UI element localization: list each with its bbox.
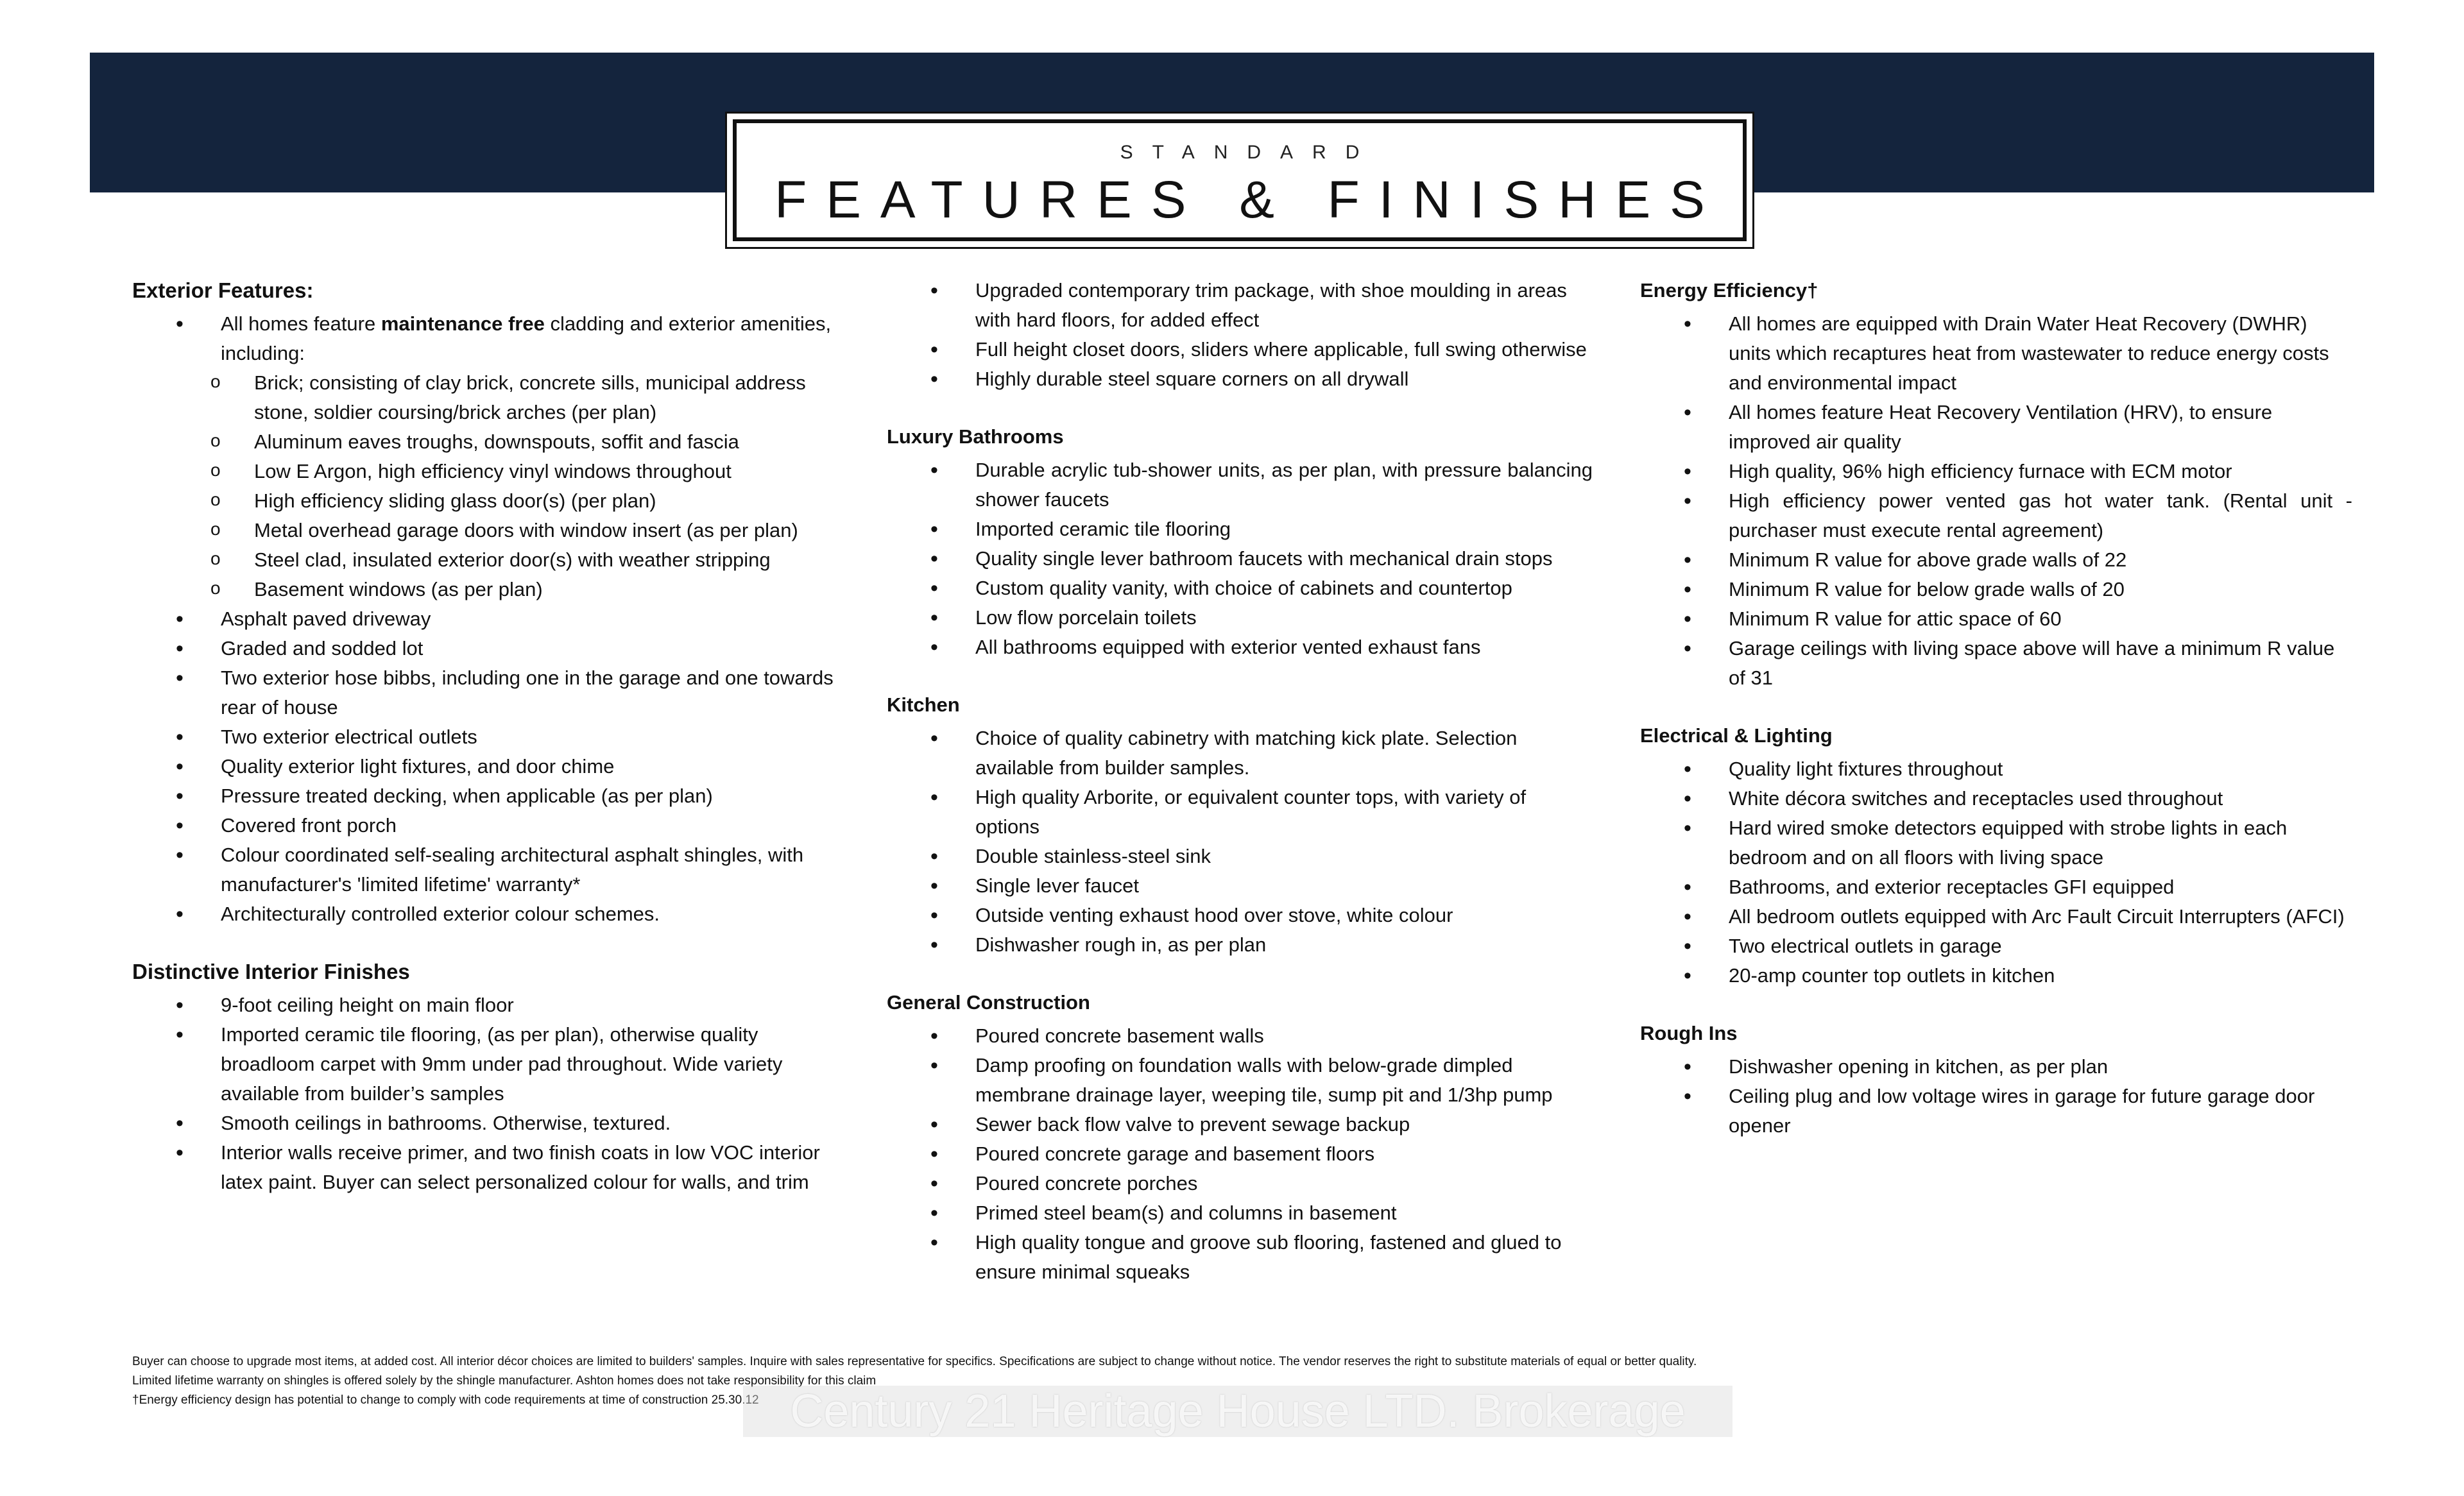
list-item: • Upgraded contemporary trim package, with shoe moulding in areas with hard floors, for added effect bbox=[887, 276, 1593, 335]
sub-list-item: o High efficiency sliding glass door(s) (per plan) bbox=[132, 486, 838, 516]
column-right bbox=[1640, 276, 2352, 1169]
list-item: • Damp proofing on foundation walls with below-grade dimpled membrane drainage layer, weeping tile, sump pit and 1/3hp pump bbox=[887, 1051, 1593, 1110]
list-item: • White décora switches and receptacles used throughout bbox=[1640, 784, 2352, 813]
sub-list-item: o Basement windows (as per plan) bbox=[132, 575, 838, 604]
list-item: • Pressure treated decking, when applicable (as per plan) bbox=[132, 781, 838, 811]
list-item: • High quality, 96% high efficiency furnace with ECM motor bbox=[1640, 457, 2352, 486]
intro-text-end: cladding and exterior amenities, including: bbox=[221, 312, 832, 364]
list-item: • Quality light fixtures throughout bbox=[1640, 754, 2352, 784]
column-middle bbox=[887, 276, 1593, 1315]
list-item: • Durable acrylic tub-shower units, as per plan, with pressure balancing shower faucets bbox=[887, 455, 1593, 514]
interior-continued-list bbox=[887, 276, 1593, 394]
kitchen-list bbox=[887, 724, 1593, 960]
section-rough-ins bbox=[1640, 1019, 2352, 1141]
list-item: • All homes feature Heat Recovery Ventilation (HRV), to ensure improved air quality bbox=[1640, 398, 2352, 457]
list-item: • Poured concrete porches bbox=[887, 1169, 1593, 1198]
list-item: • Ceiling plug and low voltage wires in garage for future garage door opener bbox=[1640, 1082, 2352, 1141]
footer-line: †Energy efficiency design has potential to change to comply with code requirements at time of construction 25.30.12 bbox=[132, 1393, 759, 1407]
list-item: • Poured concrete basement walls bbox=[887, 1021, 1593, 1051]
list-item: • 20-amp counter top outlets in kitchen bbox=[1640, 961, 2352, 990]
list-item: • Quality exterior light fixtures, and door chime bbox=[132, 752, 838, 781]
list-item: • Single lever faucet bbox=[887, 871, 1593, 901]
list-item: • Imported ceramic tile flooring bbox=[887, 514, 1593, 544]
page-title: FEATURES & FINISHES bbox=[774, 171, 1724, 229]
list-item: • Full height closet doors, sliders where applicable, full swing otherwise bbox=[887, 335, 1593, 364]
list-item: • Dishwasher rough in, as per plan bbox=[887, 930, 1593, 960]
list-item: • Garage ceilings with living space above will have a minimum R value of 31 bbox=[1640, 634, 2352, 693]
section-heading-interior: Distinctive Interior Finishes bbox=[132, 960, 410, 983]
section-heading-electrical: Electrical & Lighting bbox=[1640, 724, 1833, 747]
list-item: • Bathrooms, and exterior receptacles GFI equipped bbox=[1640, 872, 2352, 902]
list-item: • Choice of quality cabinetry with matching kick plate. Selection available from builder samples. bbox=[887, 724, 1593, 783]
list-item: • Double stainless-steel sink bbox=[887, 842, 1593, 871]
list-item: • All bathrooms equipped with exterior vented exhaust fans bbox=[887, 633, 1593, 662]
list-item: • Dishwasher opening in kitchen, as per plan bbox=[1640, 1052, 2352, 1082]
section-exterior bbox=[132, 276, 838, 929]
list-item: • Graded and sodded lot bbox=[132, 634, 838, 663]
footer-line: Buyer can choose to upgrade most items, at added cost. All interior décor choices are limited to builders' samples. Inquire with sales representative for specifics. Specifications are subject to change without notice. The vendor reserves the right to substitute materials of equal or better quality. bbox=[132, 1355, 1697, 1368]
list-item: • Primed steel beam(s) and columns in basement bbox=[887, 1198, 1593, 1228]
sub-list-item: o Metal overhead garage doors with window insert (as per plan) bbox=[132, 516, 838, 545]
list-item: • Smooth ceilings in bathrooms. Otherwise, textured. bbox=[132, 1109, 838, 1138]
brokerage-watermark: Century 21 Heritage House LTD. Brokerage bbox=[743, 1386, 1733, 1437]
rough-ins-list bbox=[1640, 1052, 2352, 1141]
list-item: • Highly durable steel square corners on all drywall bbox=[887, 364, 1593, 394]
sub-list-item: o Aluminum eaves troughs, downspouts, soffit and fascia bbox=[132, 427, 838, 457]
page-subtitle: STANDARD bbox=[1120, 142, 1379, 163]
intro-text: All homes feature bbox=[221, 312, 381, 335]
section-kitchen bbox=[887, 690, 1593, 960]
list-item: • High quality tongue and groove sub flooring, fastened and glued to ensure minimal squeaks bbox=[887, 1228, 1593, 1287]
section-construction bbox=[887, 988, 1593, 1287]
section-heading-bathrooms: Luxury Bathrooms bbox=[887, 425, 1064, 448]
list-item: • Interior walls receive primer, and two finish coats in low VOC interior latex paint. Buyer can select personalized colour for walls, and trim bbox=[132, 1138, 838, 1197]
list-item: • Poured concrete garage and basement floors bbox=[887, 1139, 1593, 1169]
section-interior bbox=[132, 957, 838, 1197]
list-item: • Hard wired smoke detectors equipped with strobe lights in each bedroom and on all floors with living space bbox=[1640, 813, 2352, 872]
list-item bbox=[132, 309, 838, 368]
interior-list bbox=[132, 990, 838, 1197]
list-item: • High efficiency power vented gas hot water tank. (Rental unit - purchaser must execute rental agreement) bbox=[1640, 486, 2352, 545]
list-item: • Two electrical outlets in garage bbox=[1640, 931, 2352, 961]
list-item: • Asphalt paved driveway bbox=[132, 604, 838, 634]
sub-list-item: o Brick; consisting of clay brick, concrete sills, municipal address stone, soldier coursing/brick arches (per plan) bbox=[132, 368, 838, 427]
section-heading-energy: Energy Efficiency† bbox=[1640, 279, 1818, 302]
list-item: • Outside venting exhaust hood over stove, white colour bbox=[887, 901, 1593, 930]
title-box bbox=[725, 112, 1754, 249]
column-left bbox=[132, 276, 838, 1225]
list-item: • Minimum R value for above grade walls of 22 bbox=[1640, 545, 2352, 575]
list-item: • Two exterior hose bibbs, including one in the garage and one towards rear of house bbox=[132, 663, 838, 722]
exterior-list bbox=[132, 309, 838, 929]
sub-list-item: o Steel clad, insulated exterior door(s) with weather stripping bbox=[132, 545, 838, 575]
energy-list bbox=[1640, 309, 2352, 693]
list-item: • Minimum R value for attic space of 60 bbox=[1640, 604, 2352, 634]
electrical-list bbox=[1640, 754, 2352, 990]
construction-list bbox=[887, 1021, 1593, 1287]
bathrooms-list bbox=[887, 455, 1593, 662]
intro-bold-text: maintenance free bbox=[381, 312, 545, 335]
list-item: • Covered front porch bbox=[132, 811, 838, 840]
list-item: • 9-foot ceiling height on main floor bbox=[132, 990, 838, 1020]
section-interior-continued bbox=[887, 276, 1593, 394]
list-item: • Sewer back flow valve to prevent sewage backup bbox=[887, 1110, 1593, 1139]
list-item: • Imported ceramic tile flooring, (as per plan), otherwise quality broadloom carpet with 9mm under pad throughout. Wide variety available from builder’s samples bbox=[132, 1020, 838, 1109]
list-item: • Colour coordinated self-sealing architectural asphalt shingles, with manufacturer's 'limited lifetime' warranty* bbox=[132, 840, 838, 899]
section-bathrooms bbox=[887, 422, 1593, 662]
list-item: • Low flow porcelain toilets bbox=[887, 603, 1593, 633]
section-heading-kitchen: Kitchen bbox=[887, 693, 960, 716]
list-item: • High quality Arborite, or equivalent counter tops, with variety of options bbox=[887, 783, 1593, 842]
sub-list-item: o Low E Argon, high efficiency vinyl windows throughout bbox=[132, 457, 838, 486]
list-item: • All homes are equipped with Drain Water Heat Recovery (DWHR) units which recaptures heat from wastewater to reduce energy costs and environmental impact bbox=[1640, 309, 2352, 398]
section-energy bbox=[1640, 276, 2352, 693]
list-item: • Custom quality vanity, with choice of cabinets and countertop bbox=[887, 574, 1593, 603]
section-electrical bbox=[1640, 721, 2352, 990]
section-heading-construction: General Construction bbox=[887, 991, 1090, 1014]
section-heading-rough-ins: Rough Ins bbox=[1640, 1022, 1738, 1044]
list-item: • Minimum R value for below grade walls of 20 bbox=[1640, 575, 2352, 604]
list-item: • All bedroom outlets equipped with Arc Fault Circuit Interrupters (AFCI) bbox=[1640, 902, 2352, 931]
section-heading-exterior: Exterior Features: bbox=[132, 278, 314, 302]
list-item: • Architecturally controlled exterior colour schemes. bbox=[132, 899, 838, 929]
list-item: • Two exterior electrical outlets bbox=[132, 722, 838, 752]
list-item: • Quality single lever bathroom faucets with mechanical drain stops bbox=[887, 544, 1593, 574]
footer-line: Limited lifetime warranty on shingles is offered solely by the shingle manufacturer. Ashton homes does not take responsibility for this claim bbox=[132, 1374, 877, 1388]
